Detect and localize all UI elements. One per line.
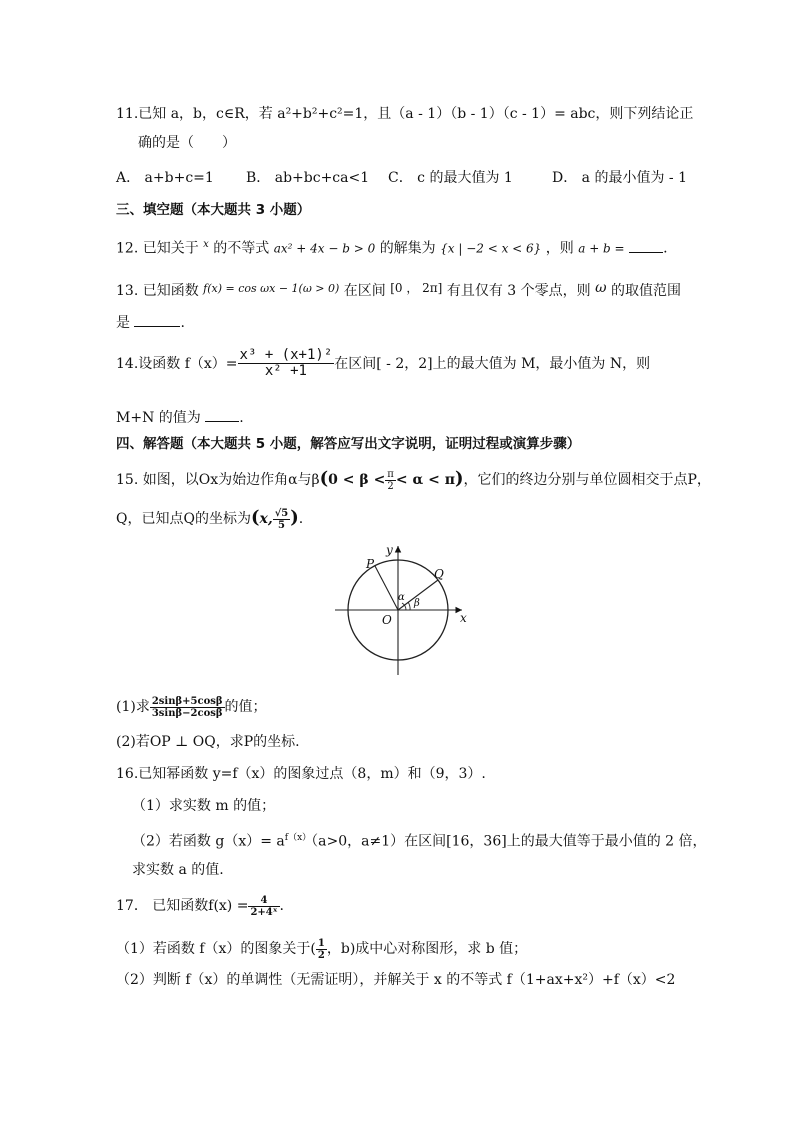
q11-option-b: B． ab+bc+ca<1 [246, 170, 370, 186]
q15-condition-b: < α < π [395, 472, 455, 488]
q15-pi: π [387, 468, 394, 480]
q15-part1-fraction [150, 696, 225, 719]
q13-prefix: 13. 已知函数 [116, 283, 199, 299]
q14-line2 [116, 408, 244, 428]
q13-mid2: 有且仅有 3 个零点，则 [446, 283, 591, 299]
q11-option-d: D． a 的最小值为 - 1 [552, 170, 688, 186]
q12-solution-set: {x | −2 < x < 6} [440, 241, 542, 256]
q15-line2: Q，已知点Q的坐标为(x, $\frac{√5}{5}$ ). [116, 507, 304, 531]
q17-part1-a: （1）若函数 f（x）的图象关于( [116, 941, 316, 957]
q13-suffix: 的取值范围 [610, 283, 681, 299]
q14-suffix: 在区间[ - 2，2]上的最大值为 M，最小值为 N，则 [334, 355, 651, 372]
q12-prefix: 12. 已知关于 [116, 240, 199, 257]
x-axis-label: x [460, 611, 467, 625]
y-axis-label: y [386, 543, 393, 557]
q14-denominator: x² +1 [264, 363, 307, 380]
q15-sqrt5: √5 [274, 507, 289, 519]
q15-part1-numerator: 2sinβ+5cosβ [151, 695, 223, 707]
q14-prefix: 14.设函数 f（x）= [116, 355, 238, 372]
q17-denominator: 2+4ˣ [250, 906, 278, 918]
q16-part2-line1 [132, 828, 707, 852]
q15-two: 2 [387, 480, 394, 492]
section-4-heading: 四、解答题（本大题共 5 小题，解答应写出文字说明，证明过程或演算步骤） [116, 436, 581, 452]
point-q-label: Q [434, 567, 444, 581]
q11-option-c: C． c 的最大值为 1 [388, 170, 513, 186]
q11-stem-line2: 确的是（ ） [138, 135, 236, 151]
q15-line1: 15. 如图，以Ox为始边作角α与β(0 < β < $\frac{\pi}{2}$ < α < π)，它们的终边分别与单位圆相交于点P， [116, 468, 711, 492]
q15-pi-half [385, 469, 396, 492]
q17-half-denominator: 2 [317, 949, 325, 961]
q16-part2-b: （a>0，a≠1）在区间[16，36]上的最大值等于最小值的 2 倍， [311, 833, 707, 850]
beta-label: β [414, 598, 420, 609]
q15-part2: (2)若OP ⊥ OQ，求P的坐标. [116, 734, 300, 750]
q17-numerator: 4 [248, 895, 279, 907]
q16-part2-a: （2）若函数 g（x）= a [132, 833, 285, 850]
q15-end: . [298, 511, 304, 527]
q17-fraction [248, 895, 279, 918]
q16-exponent: f（x） [284, 833, 312, 843]
q13-interval: [0 ， 2π] [390, 281, 443, 295]
q12-inequality: ax² + 4x − b > 0 [273, 241, 376, 256]
q12-answer-blank [629, 240, 663, 253]
unit-circle-figure [330, 540, 480, 680]
q14-fraction [238, 348, 335, 380]
q15-part1-denominator: 3sinβ−2cosβ [151, 707, 223, 719]
q12-mid2: 的解集为 [379, 240, 436, 257]
q13-line1 [116, 278, 681, 301]
q15-five: 5 [278, 519, 285, 531]
q12-end: . [663, 240, 668, 257]
q17-stem [116, 894, 284, 918]
q16-part1: （1）求实数 m 的值； [132, 798, 276, 814]
q17-part2: （2）判断 f（x）的单调性（无需证明），并解关于 x 的不等式 f（1+ax+x²）+f（x）<2 [116, 972, 676, 988]
q13-end: . [180, 315, 185, 331]
q12-ask: a + b = [578, 241, 625, 256]
q17-part1-b: ，b)成中心对称图形，求 b 值； [326, 941, 528, 957]
q12-line [116, 235, 668, 259]
q13-line2-text: 是 [116, 315, 130, 331]
q11-option-a: A． a+b+c=1 [116, 170, 214, 186]
unit-circle-svg [330, 540, 480, 680]
q17-half [316, 938, 327, 961]
q13-mid: 在区间 [343, 283, 386, 299]
q15-line1-b: ，它们的终边分别与单位圆相交于点P， [463, 472, 711, 488]
q16-stem: 16.已知幂函数 y=f（x）的图象过点（8，m）和（9，3）. [116, 766, 486, 782]
q15-condition-a: 0 < β < [328, 472, 386, 488]
q14-end: . [239, 410, 244, 426]
q15-sqrt5-over-5 [273, 508, 291, 531]
q15-part1-pre: (1)求 [116, 699, 150, 715]
alpha-label: α [398, 592, 405, 603]
q15-coord-x: x, [259, 511, 273, 527]
q14-line1 [116, 348, 650, 380]
q17-prefix: 17． 已知函数f(x) = [116, 898, 249, 914]
origin-label: O [382, 613, 392, 627]
q15-line1-a: 15. 如图，以Ox为始边作角α与β [116, 472, 320, 488]
q13-omega: ω [595, 280, 607, 296]
q17-part1 [116, 937, 527, 961]
q11-stem-line1: 11.已知 a，b，c∈R，若 a²+b²+c²=1，且（a - 1）（b - 1）（c - 1）= abc，则下列结论正 [116, 106, 694, 122]
q12-var: x [203, 239, 209, 250]
q17-end: . [279, 898, 284, 914]
q17-half-numerator: 1 [317, 937, 325, 949]
ray-op [375, 566, 398, 610]
q13-line2 [116, 313, 185, 333]
beta-arc [408, 602, 410, 610]
q12-mid: 的不等式 [213, 240, 270, 257]
q12-suffix: ，则 [545, 240, 574, 257]
point-p-label: P [366, 557, 375, 571]
q14-answer-blank [205, 409, 239, 422]
q16-part2-line2: 求实数 a 的值. [132, 862, 224, 878]
q14-line2-text: M+N 的值为 [116, 410, 201, 426]
q15-part1-post: 的值； [224, 699, 267, 715]
q15-part1 [116, 695, 267, 719]
q15-line2-a: Q，已知点Q的坐标为 [116, 511, 251, 527]
q13-function: f(x) = cos ωx − 1(ω > 0) [203, 282, 340, 295]
q14-numerator: x³ + (x+1)² [239, 347, 333, 363]
section-3-heading: 三、填空题（本大题共 3 小题） [116, 202, 311, 218]
q13-answer-blank [134, 314, 180, 327]
